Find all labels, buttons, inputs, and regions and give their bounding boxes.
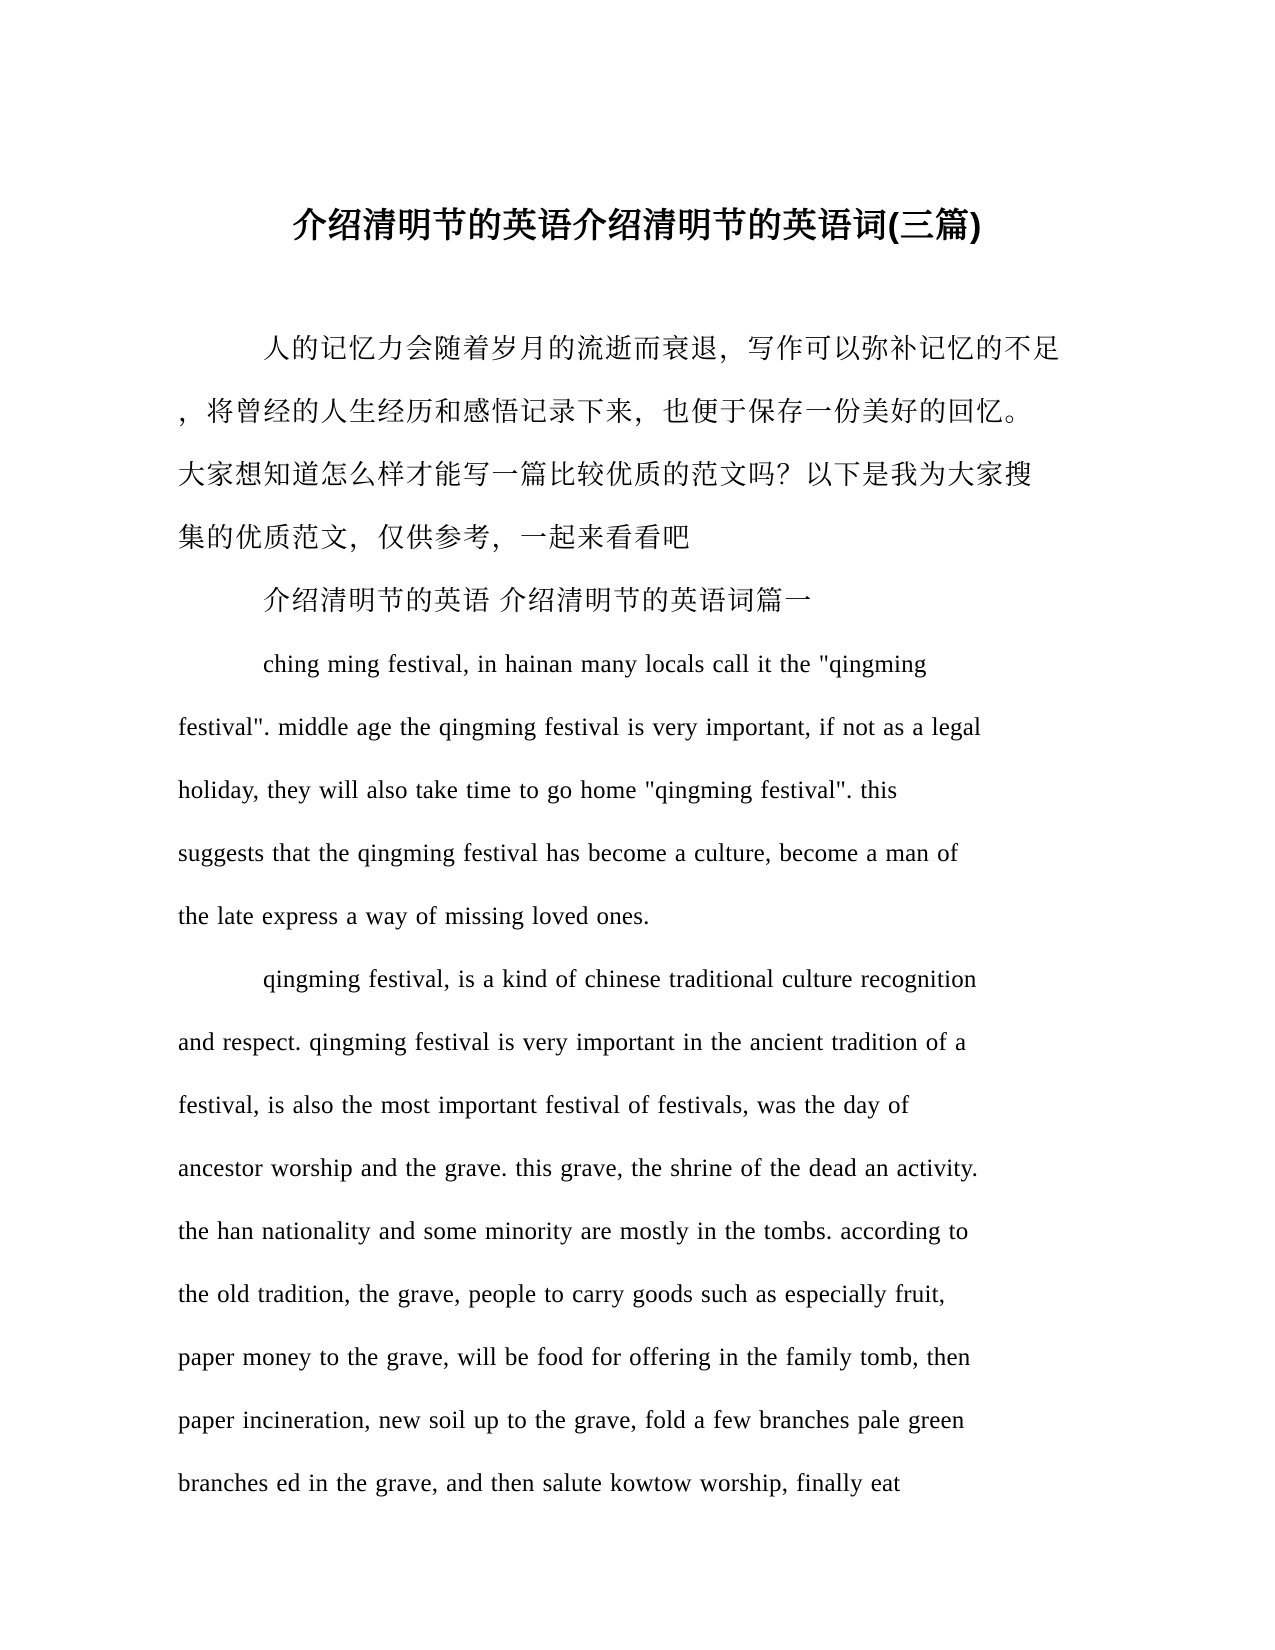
document-title: 介绍清明节的英语介绍清明节的英语词(三篇) [292, 207, 983, 245]
essay-line: the han nationality and some minority are mostly in the tombs. according to [178, 1218, 969, 1245]
essay-paragraph-1 [178, 633, 1047, 948]
essay-line: the old tradition, the grave, people to carry goods such as especially fruit, [178, 1281, 946, 1308]
essay-line: paper money to the grave, will be food for offering in the family tomb, then [178, 1344, 971, 1371]
essay-line: ching ming festival, in hainan many locals call it the "qingming [263, 651, 927, 678]
essay-line: the late express a way of missing loved ones. [178, 903, 650, 930]
intro-paragraph-cn [178, 318, 1061, 570]
essay-line: suggests that the qingming festival has become a culture, become a man of [178, 840, 959, 867]
intro-line: ，将曾经的人生经历和感悟记录下来，也便于保存一份美好的回忆。 [178, 397, 1033, 427]
document-body [178, 202, 1061, 1515]
essay-line: and respect. qingming festival is very important in the ancient tradition of a [178, 1029, 967, 1056]
essay-line: qingming festival, is a kind of chinese traditional culture recognition [263, 966, 977, 993]
essay-line: paper incineration, new soil up to the grave, fold a few branches pale green [178, 1407, 965, 1434]
intro-line: 集的优质范文，仅供参考，一起来看看吧 [178, 523, 691, 553]
intro-line: 人的记忆力会随着岁月的流逝而衰退，写作可以弥补记忆的不足 [263, 334, 1061, 364]
essay-line: branches ed in the grave, and then salute kowtow worship, finally eat [178, 1470, 901, 1497]
essay-line: festival". middle age the qingming festival is very important, if not as a legal [178, 714, 982, 741]
section-heading: 介绍清明节的英语 介绍清明节的英语词篇一 [263, 586, 813, 616]
essay-line: ancestor worship and the grave. this grave, the shrine of the dead an activity. [178, 1155, 979, 1182]
intro-line: 大家想知道怎么样才能写一篇比较优质的范文吗？以下是我为大家搜 [178, 460, 1033, 490]
essay-line: holiday, they will also take time to go home "qingming festival". this [178, 777, 898, 804]
essay-line: festival, is also the most important festival of festivals, was the day of [178, 1092, 910, 1119]
essay-paragraph-2 [178, 948, 1047, 1515]
